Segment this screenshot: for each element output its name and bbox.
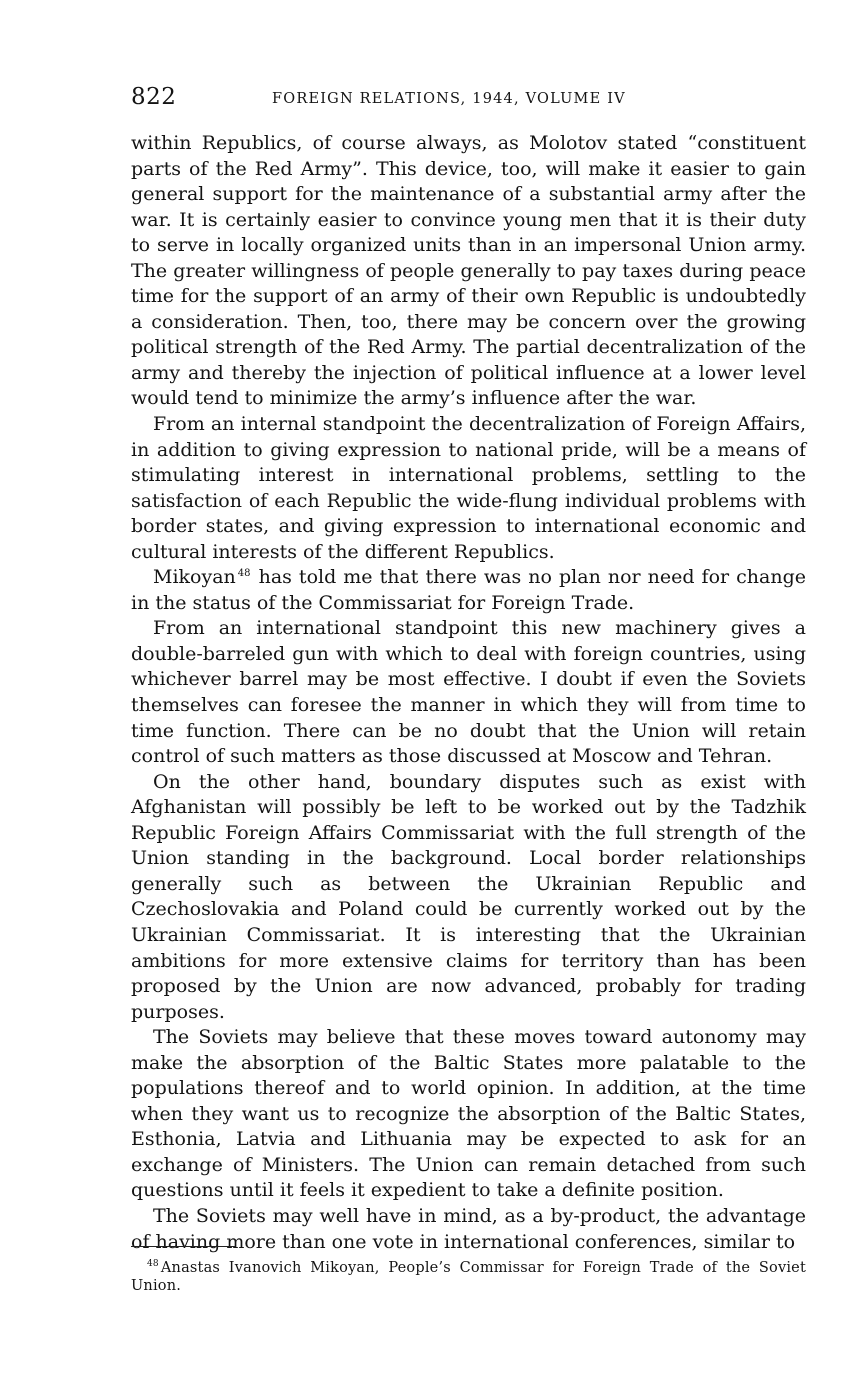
paragraph-1: within Republics, of course always, as Molotov stated “constituent parts of the Red Army”. This device, too, will make it easier to gain general support for the maintenance of a substantial army after the war. It is certainly easier to convince young men that it is their duty to serve in locally organized units than in an impersonal Union army. The greater willingness of people generally to pay taxes during peace time for the support of an army of their own Republic is undoubtedly a consideration. Then, too, there may be concern over the growing political strength of the Red Army. The partial decentralization of the army and thereby the injection of political influence at a lower level would tend to minimize the army’s influence after the war. <box>131 132 806 410</box>
footnote-reference[interactable]: 48 <box>237 567 251 579</box>
paragraph-3-lead: Mikoyan <box>153 566 236 589</box>
paragraph-2: From an internal standpoint the decentralization of Foreign Affairs, in addition to giving expression to national pride, will be a means of stimulating interest in international problems, settling to the satisfaction of each Republic the wide-flung individual problems with border states, and giving expression to international economic and cultural interests of the different Republics. <box>131 413 806 563</box>
running-header <box>131 84 806 116</box>
page-number: 822 <box>131 84 177 110</box>
paragraph-7: The Soviets may well have in mind, as a by-product, the advantage of having more than one vote in international conferences, similar to <box>131 1204 806 1253</box>
footnote-divider <box>131 1246 235 1247</box>
paragraph-4: From an international standpoint this new machinery gives a double-barreled gun with which to deal with foreign countries, using whichever barrel may be most effective. I doubt if even the Soviets themselves can foresee the manner in which they will from time to time function. There can be no doubt that the Union will retain control of such matters as those discussed at Moscow and Tehran. <box>131 617 806 768</box>
running-title: FOREIGN RELATIONS, 1944, VOLUME IV <box>272 91 626 107</box>
body-text <box>131 131 806 1255</box>
paragraph-5: On the other hand, boundary disputes such as exist with Afghanistan will possibly be left to be worked out by the Tadzhik Republic Foreign Affairs Commissariat with the full strength of the Union standing in the background. Local border relationships generally such as between the Ukrainian Republic and Czechoslovakia and Poland could be currently worked out by the Ukrainian Commissariat. It is interesting that the Ukrainian ambitions for more extensive claims for territory than has been proposed by the Union are now advanced, probably for trading purposes. <box>131 770 806 1023</box>
footnote <box>131 1259 806 1295</box>
paragraph-3 <box>131 565 806 616</box>
footnote-text: Anastas Ivanovich Mikoyan, People’s Commissar for Foreign Trade of the Soviet Union. <box>131 1260 806 1294</box>
footnote-mark: 48 <box>147 1259 159 1270</box>
paragraph-3-rest: has told me that there was no plan nor need for change in the status of the Commissariat for Foreign Trade. <box>131 566 806 614</box>
paragraph-6: The Soviets may believe that these moves toward autonomy may make the absorption of the Baltic States more palatable to the populations thereof and to world opinion. In addition, at the time when they want us to recognize the absorption of the Baltic States, Esthonia, Latvia and Lithuania may be expected to ask for an exchange of Ministers. The Union can remain detached from such questions until it feels it expedient to take a definite position. <box>131 1026 806 1202</box>
